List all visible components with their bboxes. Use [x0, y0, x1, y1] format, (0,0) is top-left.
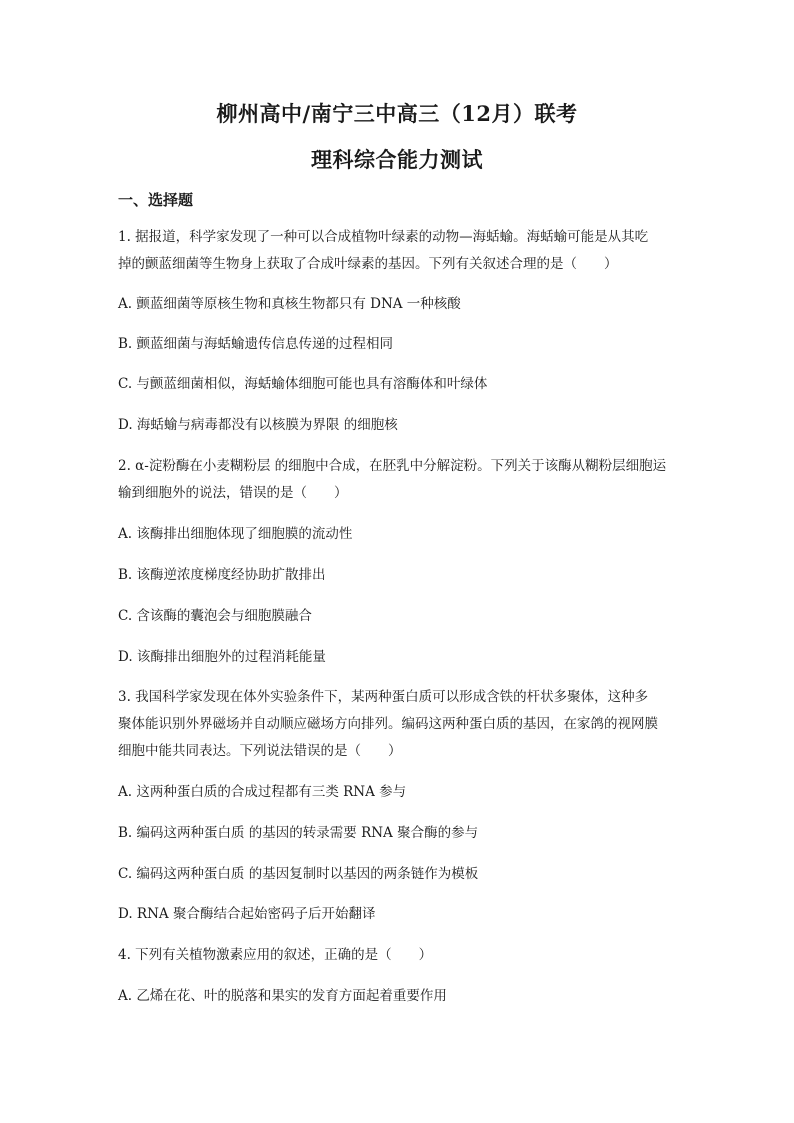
question-3-stem-line-1: 3. 我国科学家发现在体外实验条件下，某两种蛋白质可以形成含铁的杆状多聚体，这种多 [118, 689, 649, 705]
question-3-stem-line-2: 聚体能识别外界磁场并自动顺应磁场方向排列。编码这两种蛋白质的基因，在家鸽的视网膜 [118, 716, 658, 732]
question-3-option-d: D. RNA 聚合酶结合起始密码子后开始翻译 [118, 906, 376, 922]
question-2-stem-line-2: 输到细胞外的说法，错误的是（ ） [118, 485, 348, 501]
question-1-stem-line-2: 掉的颤蓝细菌等生物身上获取了合成叶绿素的基因。下列有关叙述合理的是（ ） [118, 256, 618, 272]
question-1-option-c: C. 与颤蓝细菌相似，海蛞蝓体细胞可能也具有溶酶体和叶绿体 [118, 376, 488, 392]
question-2-option-a: A. 该酶排出细胞体现了细胞膜的流动性 [118, 526, 353, 542]
question-4-stem-line-1: 4. 下列有关植物激素应用的叙述，正确的是（ ） [118, 947, 433, 963]
question-3-option-c: C. 编码这两种蛋白质 的基因复制时以基因的两条链作为模板 [118, 866, 479, 882]
section-heading: 一、选择题 [118, 191, 194, 209]
question-1-stem-line-1: 1. 据报道，科学家发现了一种可以合成植物叶绿素的动物—海蛞蝓。海蛞蝓可能是从其吃 [118, 229, 649, 245]
question-3-stem-line-3: 细胞中能共同表达。下列说法错误的是（ ） [118, 743, 402, 759]
question-2-option-d: D. 该酶排出细胞外的过程消耗能量 [118, 649, 326, 665]
question-3-option-a: A. 这两种蛋白质的合成过程都有三类 RNA 参与 [118, 784, 407, 800]
question-2-option-b: B. 该酶逆浓度梯度经协助扩散排出 [118, 567, 326, 583]
exam-title: 柳州高中/南宁三中高三（12月）联考 [216, 101, 578, 126]
question-3-option-b: B. 编码这两种蛋白质 的基因的转录需要 RNA 聚合酶的参与 [118, 825, 479, 841]
question-1-option-a: A. 颤蓝细菌等原核生物和真核生物都只有 DNA 一种核酸 [118, 296, 461, 312]
question-2-option-c: C. 含该酶的囊泡会与细胞膜融合 [118, 608, 312, 624]
question-1-option-d: D. 海蛞蝓与病毒都没有以核膜为界限 的细胞核 [118, 417, 398, 433]
question-1-option-b: B. 颤蓝细菌与海蛞蝓遗传信息传递的过程相同 [118, 336, 394, 352]
exam-subtitle: 理科综合能力测试 [311, 147, 483, 172]
question-2-stem-line-1: 2. α-淀粉酶在小麦糊粉层 的细胞中合成，在胚乳中分解淀粉。下列关于该酶从糊粉层细胞运 [118, 458, 667, 474]
question-4-option-a: A. 乙烯在花、叶的脱落和果实的发育方面起着重要作用 [118, 988, 447, 1004]
